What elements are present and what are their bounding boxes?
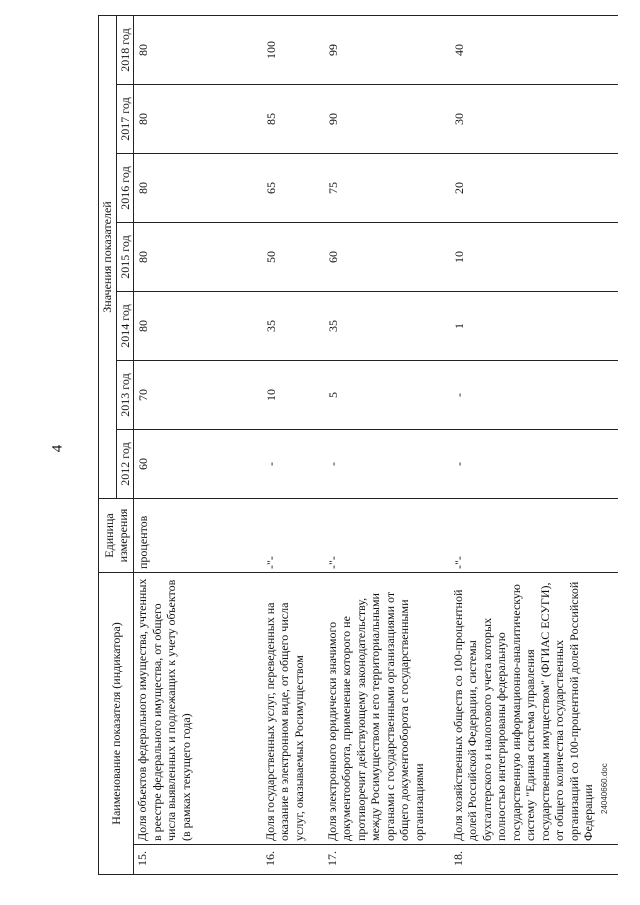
rotated-table-container xyxy=(98,15,618,875)
value-cell: 80 xyxy=(134,15,262,84)
value-cell: 60 xyxy=(324,223,450,292)
value-cell: - xyxy=(450,361,618,430)
unit-cell: процентов xyxy=(134,499,262,573)
value-cell: 60 xyxy=(134,430,262,499)
value-cell: 80 xyxy=(134,154,262,223)
header-year: 2017 год xyxy=(116,85,134,154)
value-cell: 80 xyxy=(134,292,262,361)
table-row xyxy=(450,15,618,874)
indicator-name: Доля хозяйственных обществ со 100-процентной долей Российской Федерации, системы бухгалтерского и налогового учета которых полностью интегрированы федеральную государственную информационно-аналитическую систему "Единая система управления государственным имуществом" (ФГИАС ЕСУГИ), от общего количества государственных организаций со 100-процентной долей Российской Федерации xyxy=(450,573,618,845)
header-year: 2012 год xyxy=(116,430,134,499)
table-row xyxy=(262,15,324,874)
value-cell: 80 xyxy=(134,223,262,292)
value-cell: 35 xyxy=(262,292,324,361)
value-cell: 30 xyxy=(450,85,618,154)
value-cell: 5 xyxy=(324,361,450,430)
header-indicator-name: Наименование показателя (индикатора) xyxy=(99,573,134,875)
unit-cell: -"- xyxy=(450,499,618,573)
value-cell: 85 xyxy=(262,85,324,154)
row-number: 18. xyxy=(450,845,618,875)
indicator-name: Доля государственных услуг, переведенных на оказание в электронном виде, от общего числа услуг, оказываемых Росимуществом xyxy=(262,573,324,845)
value-cell: 65 xyxy=(262,154,324,223)
value-cell: 10 xyxy=(450,223,618,292)
table-row xyxy=(134,15,262,874)
document-footer: 24040660.doc xyxy=(600,763,609,814)
header-year: 2013 год xyxy=(116,361,134,430)
unit-cell: -"- xyxy=(262,499,324,573)
value-cell: 10 xyxy=(262,361,324,430)
value-cell: 50 xyxy=(262,223,324,292)
value-cell: 90 xyxy=(324,85,450,154)
header-year: 2015 год xyxy=(116,223,134,292)
unit-cell: -"- xyxy=(324,499,450,573)
value-cell: 35 xyxy=(324,292,450,361)
value-cell: - xyxy=(450,430,618,499)
value-cell: 100 xyxy=(262,15,324,84)
header-year: 2014 год xyxy=(116,292,134,361)
indicator-name: Доля объектов федерального имущества, учтенных в реестре федерального имущества, от общего числа выявленных и подлежащих к учету объектов (в рамках текущего года) xyxy=(134,573,262,845)
row-number: 15. xyxy=(134,845,262,875)
value-cell: - xyxy=(262,430,324,499)
row-number: 17. xyxy=(324,845,450,875)
value-cell: 99 xyxy=(324,15,450,84)
value-cell: 80 xyxy=(134,85,262,154)
header-unit: Единица измерения xyxy=(99,499,134,573)
value-cell: 1 xyxy=(450,292,618,361)
value-cell: - xyxy=(324,430,450,499)
value-cell: 40 xyxy=(450,15,618,84)
page-number: 4 xyxy=(49,444,66,453)
table-header xyxy=(99,15,134,874)
value-cell: 75 xyxy=(324,154,450,223)
indicators-table xyxy=(98,15,618,875)
header-year: 2018 год xyxy=(116,15,134,84)
row-number: 16. xyxy=(262,845,324,875)
value-cell: 20 xyxy=(450,154,618,223)
header-year: 2016 год xyxy=(116,154,134,223)
table-row xyxy=(324,15,450,874)
value-cell: 70 xyxy=(134,361,262,430)
indicator-name: Доля электронного юридически значимого документооборота, применение которого не противоречит действующему законодательству, между Росимуществом и его территориальными органами с государственными организациями от общего документооборота с государственными организациями xyxy=(324,573,450,845)
table-body xyxy=(134,15,618,874)
header-values: Значения показателей xyxy=(99,15,117,498)
